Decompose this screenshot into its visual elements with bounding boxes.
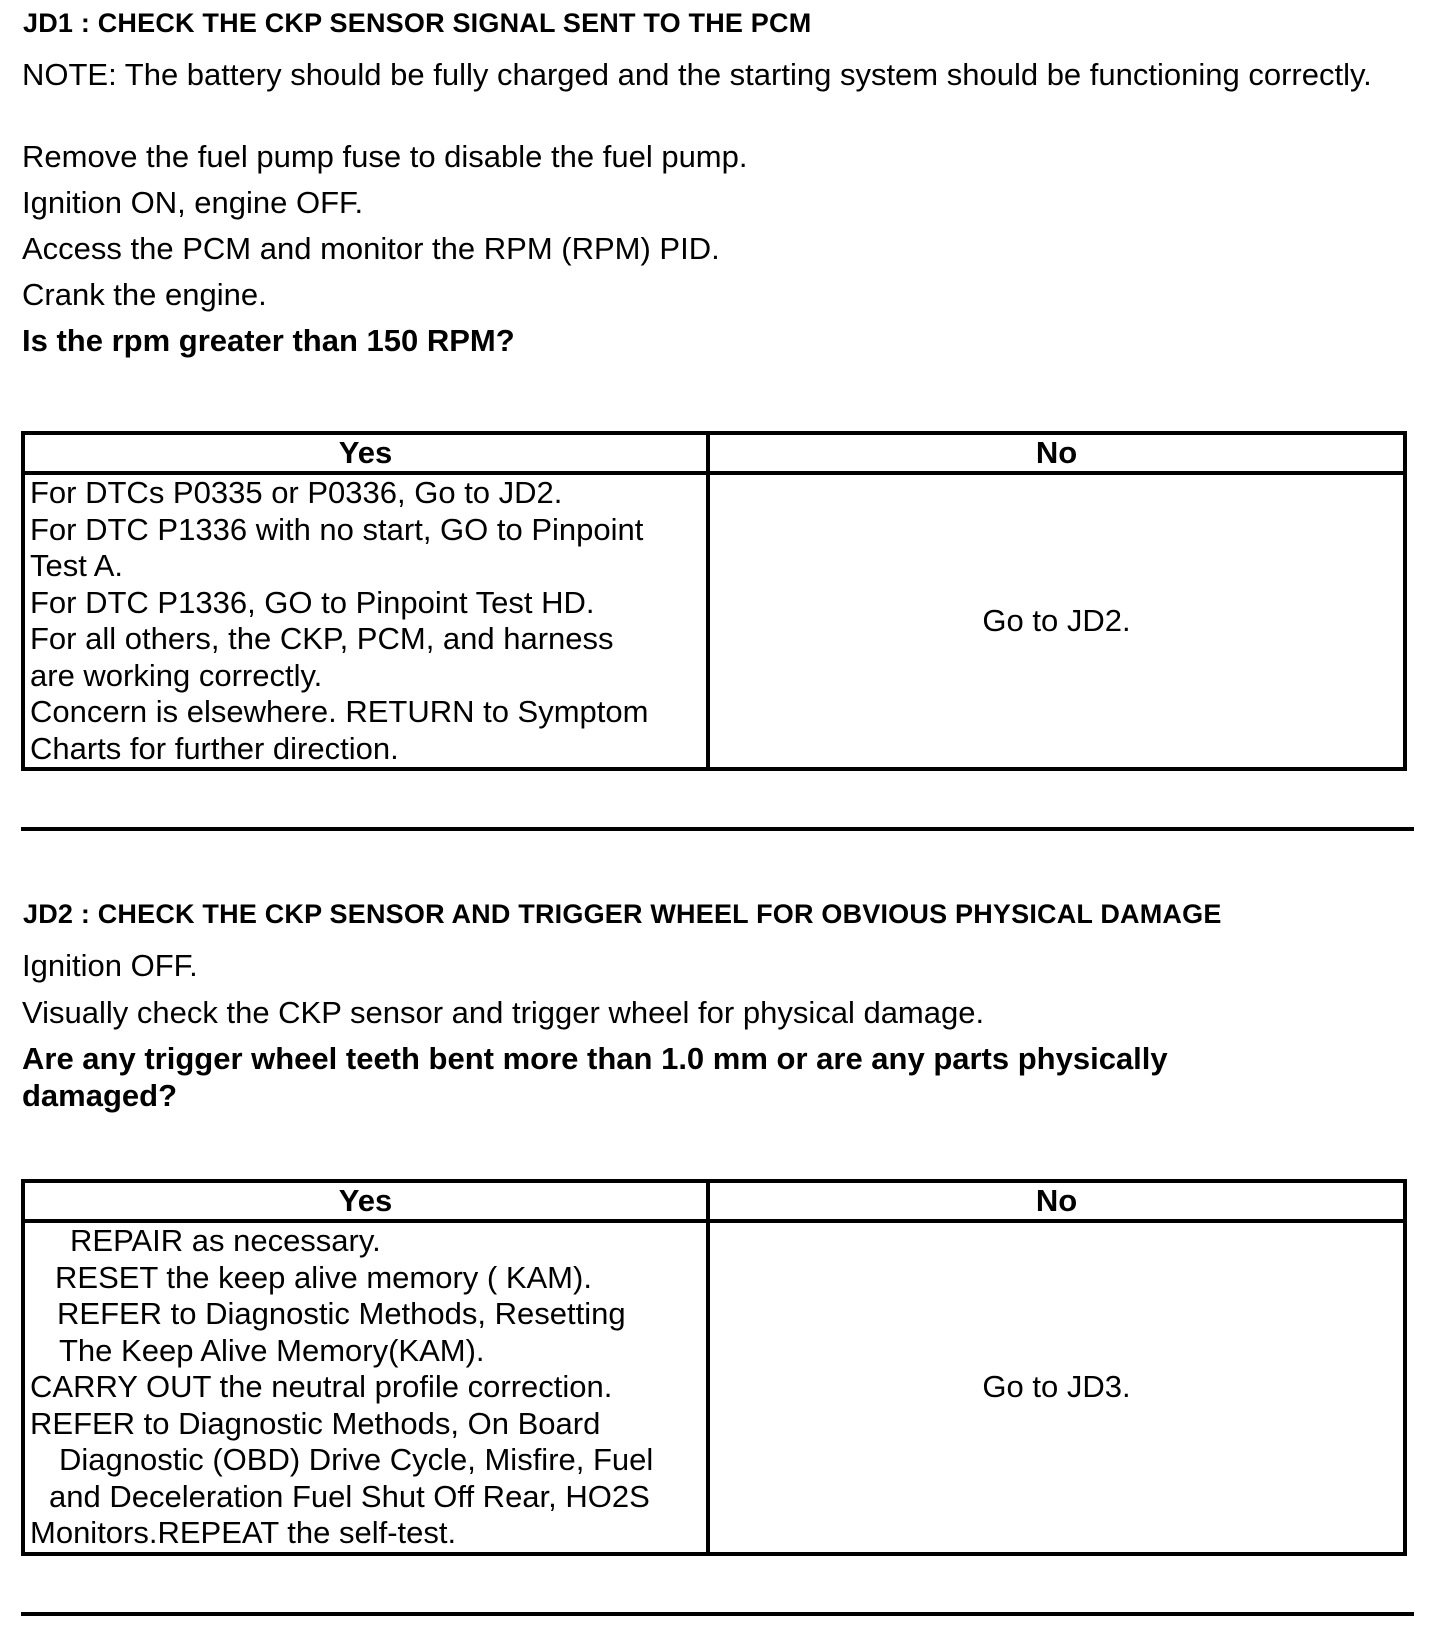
jd1-step-1: Remove the fuel pump fuse to disable the fuel pump. (22, 139, 748, 174)
jd1-yes-line: For DTCs P0335 or P0336, Go to JD2. (30, 475, 563, 510)
jd2-step-2: Visually check the CKP sensor and trigger wheel for physical damage. (22, 995, 985, 1030)
jd1-question: Is the rpm greater than 150 RPM? (22, 323, 515, 358)
section-divider (21, 1612, 1414, 1616)
jd2-yes-cell (23, 1221, 708, 1554)
jd1-yes-line: For DTC P1336 with no start, GO to Pinpoint (30, 511, 644, 547)
jd2-question: Are any trigger wheel teeth bent more than 1.0 mm or are any parts physically damaged? (22, 1041, 1168, 1113)
jd2-yes-header: Yes (23, 1181, 708, 1221)
jd2-yes-line: The Keep Alive Memory(KAM). (59, 1332, 485, 1368)
jd1-yes-line: For DTC P1336, GO to Pinpoint Test HD. (30, 584, 595, 620)
jd1-yes-header: Yes (23, 433, 708, 473)
jd2-yes-line: REFER to Diagnostic Methods, Resetting (57, 1296, 626, 1331)
jd1-yes-line: For all others, the CKP, PCM, and harness (30, 621, 614, 656)
jd1-step-2: Ignition ON, engine OFF. (22, 185, 364, 220)
jd2-no-cell: Go to JD3. (708, 1221, 1405, 1554)
jd2-yes-line: REFER to Diagnostic Methods, On Board (30, 1405, 601, 1441)
jd2-title: JD2 : CHECK THE CKP SENSOR AND TRIGGER WHEEL FOR OBVIOUS PHYSICAL DAMAGE (23, 899, 1222, 929)
jd1-note: NOTE: The battery should be fully charged and the starting system should be functioning correctly. (22, 57, 1372, 92)
jd2-yes-line: and Deceleration Fuel Shut Off Rear, HO2S (49, 1478, 650, 1514)
jd1-step-4: Crank the engine. (22, 277, 267, 312)
jd2-result-table (21, 1179, 1407, 1556)
jd2-yes-line: RESET the keep alive memory ( KAM). (55, 1259, 592, 1295)
jd1-yes-line: Test A. (30, 548, 124, 583)
jd2-yes-line: CARRY OUT the neutral profile correction. (30, 1369, 613, 1404)
jd1-yes-line: Charts for further direction. (30, 730, 399, 766)
jd1-no-cell: Go to JD2. (708, 473, 1405, 769)
section-divider (21, 827, 1414, 831)
jd1-no-header: No (708, 433, 1405, 473)
jd1-title: JD1 : CHECK THE CKP SENSOR SIGNAL SENT TO THE PCM (23, 8, 812, 38)
jd1-yes-line: Concern is elsewhere. RETURN to Symptom (30, 694, 649, 729)
jd1-result-table (21, 431, 1407, 771)
jd2-yes-line: Monitors.REPEAT the self-test. (30, 1515, 457, 1550)
jd1-yes-cell (23, 473, 708, 769)
jd2-step-1: Ignition OFF. (22, 948, 198, 983)
jd1-step-3: Access the PCM and monitor the RPM (RPM) PID. (22, 231, 720, 266)
jd1-yes-line: are working correctly. (30, 657, 323, 693)
jd2-yes-line: Diagnostic (OBD) Drive Cycle, Misfire, Fuel (59, 1442, 654, 1477)
jd2-no-header: No (708, 1181, 1405, 1221)
jd2-yes-line: REPAIR as necessary. (70, 1223, 381, 1258)
